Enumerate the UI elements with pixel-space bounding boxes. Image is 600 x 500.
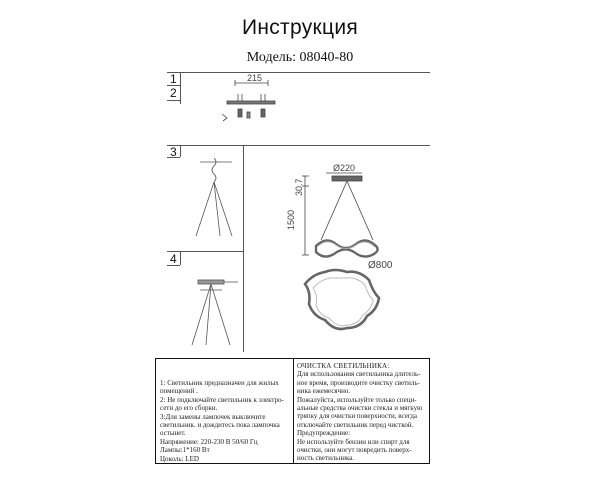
model-number: Модель: 08040-80 <box>246 50 354 65</box>
canopy-height-label: 30.7 <box>294 178 304 196</box>
specs-line: светильник. и дождитесь пока лампочка <box>160 421 280 430</box>
canopy-diameter-label: Ø220 <box>333 163 356 173</box>
specs-line: 2: Не подключайте светильник к электро- <box>160 395 284 404</box>
specs-text <box>160 379 284 463</box>
step-number-2: 2 <box>170 86 177 100</box>
cable-length-label: 1500 <box>286 209 296 230</box>
cleaning-line: Пожалуйста, используйте только специ- <box>297 395 417 404</box>
cleaning-line: альные средства очистки стекла и мягкую <box>297 404 423 413</box>
specs-line: помещений . <box>160 387 198 396</box>
cleaning-line: Предупреждение: <box>297 429 351 438</box>
bracket-diagram <box>222 80 275 121</box>
cleaning-line: ность светильника. <box>297 454 355 463</box>
step-number-3: 3 <box>170 145 177 159</box>
canopy-width-label: 215 <box>247 73 263 83</box>
specs-line: сети до его сборки. <box>160 404 218 413</box>
step4-diagram <box>192 280 238 345</box>
specs-line: 3:Для замены лампочек выключите <box>160 412 266 421</box>
cleaning-line: ное время, производите очистку светиль- <box>297 378 420 387</box>
product-drawing <box>302 173 379 329</box>
specs-line: Лампы:1*160 Вт <box>160 446 210 455</box>
cleaning-line: очистки, они могут повредить поверх- <box>297 446 412 455</box>
cleaning-line: Для использования светильника длитель- <box>297 370 421 379</box>
page-title: Инструкция <box>241 16 359 39</box>
info-table <box>155 358 430 464</box>
specs-line: Напряжение: 220-230 В 50/60 Гц <box>160 437 258 446</box>
cleaning-line: Не используйте бензин или спирт для <box>297 437 410 446</box>
cleaning-column <box>294 359 429 463</box>
ring-diameter-label: Ø800 <box>368 260 393 271</box>
cleaning-line: отключайте светильник перед чисткой. <box>297 420 414 429</box>
step3-diagram <box>196 158 232 236</box>
cleaning-line: ника ежемесячно. <box>297 387 351 396</box>
specs-line: остынет. <box>160 429 186 438</box>
step-number-4: 4 <box>170 252 177 266</box>
cleaning-text <box>297 362 422 463</box>
cleaning-line: тряпку для очистки поверхности, всегда <box>297 412 418 421</box>
specs-line: Цоколь: LED <box>160 454 199 463</box>
cleaning-heading: ОЧИСТКА СВЕТИЛЬНИКА: <box>297 362 390 370</box>
step-number-1: 1 <box>170 72 177 86</box>
specs-column <box>156 359 294 463</box>
specs-line: 1: Светильник предназначен для жилых <box>160 379 279 387</box>
